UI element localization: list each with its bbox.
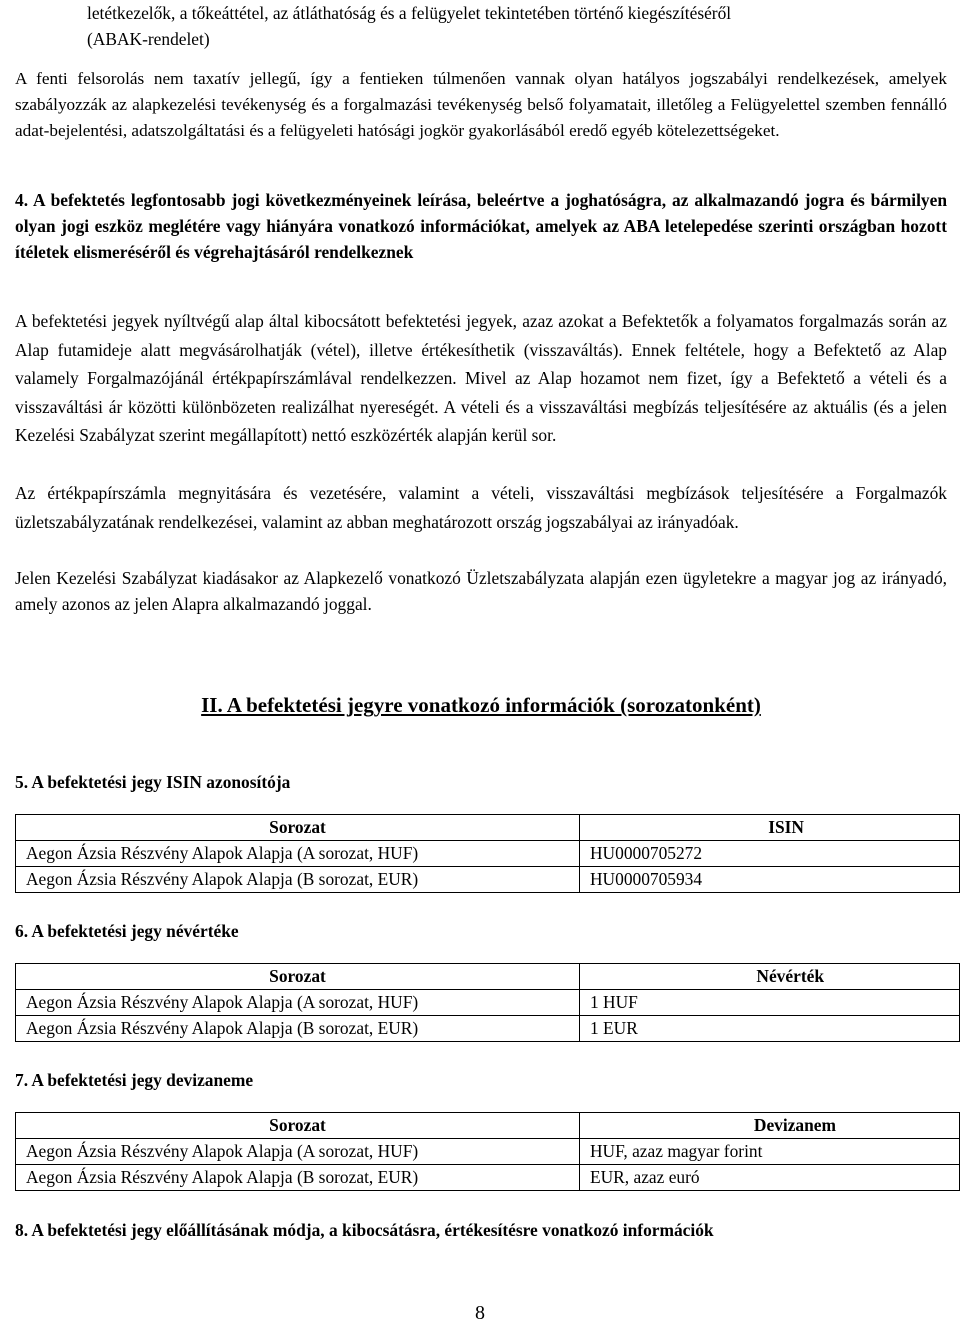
table-header-row — [16, 1113, 960, 1139]
column-header-isin: ISIN — [580, 815, 960, 841]
table-row — [16, 1139, 960, 1165]
section-4-heading: 4. A befektetés legfontosabb jogi következményeinek leírása, beleértve a joghatóságra, az alkalmazandó jogra és bármilyen olyan jogi eszköz meglétére vagy hiányára vonatkozó információkat, amelyek az ABA letelepedése szerinti országban hozott ítéletek elismeréséről és végrehajtásáról rendelkeznek — [15, 190, 947, 262]
table-row — [16, 841, 960, 867]
part-2-title: II. A befektetési jegyre vonatkozó információk (sorozatonként) — [201, 693, 761, 717]
table-header-row — [16, 815, 960, 841]
series-cell: Aegon Ázsia Részvény Alapok Alapja (B sorozat, EUR) — [16, 1016, 580, 1042]
column-header-series: Sorozat — [16, 815, 580, 841]
table-row — [16, 867, 960, 893]
currency-cell: HUF, azaz magyar forint — [580, 1139, 960, 1165]
table-row — [16, 1016, 960, 1042]
column-header-currency: Devizanem — [580, 1113, 960, 1139]
nominal-value-table — [15, 963, 960, 1042]
regulation-reference-line2: (ABAK-rendelet) — [87, 29, 210, 49]
table-row — [16, 990, 960, 1016]
isin-cell: HU0000705272 — [580, 841, 960, 867]
section-4-paragraph-purchase-redemption: A befektetési jegyek nyíltvégű alap által kibocsátott befektetési jegyek, azaz azokat a Befektetők a folyamatos forgalmazás során az Alap futamideje alatt megvásárolhatják (vétel), illetve értékesíthetik (visszaváltás). Ennek feltétele, hogy a Befektető az Alap valamely Forgalmazójánál értékpapírszámlával rendelkezzen. Mivel az Alap hozamot nem fizet, így a Befektető a vételi és a visszaváltási ár közötti különbözeten realizálhat nyereségét. A vételi és a visszaváltási megbízás teljesítésére az aktuális (és a jelen Kezelési Szabályzat szerint megállapított) nettó eszközérték alapján kerül sor. — [15, 311, 947, 445]
section-8-heading: 8. A befektetési jegy előállításának módja, a kibocsátásra, értékesítésre vonatkozó információk — [15, 1220, 714, 1240]
series-cell: Aegon Ázsia Részvény Alapok Alapja (A sorozat, HUF) — [16, 841, 580, 867]
series-cell: Aegon Ázsia Részvény Alapok Alapja (B sorozat, EUR) — [16, 1165, 580, 1191]
section-5-heading: 5. A befektetési jegy ISIN azonosítója — [15, 772, 291, 792]
column-header-nominal-value: Névérték — [580, 964, 960, 990]
section-4-paragraph-securities-account: Az értékpapírszámla megnyitására és vezetésére, valamint a vételi, visszaváltási megbízások teljesítésére a Forgalmazók üzletszabályzatának rendelkezései, valamint az abban meghatározott ország jogszabályai az irányadóak. — [15, 483, 947, 532]
series-cell: Aegon Ázsia Részvény Alapok Alapja (A sorozat, HUF) — [16, 990, 580, 1016]
series-cell: Aegon Ázsia Részvény Alapok Alapja (B sorozat, EUR) — [16, 867, 580, 893]
section-4-paragraph-applicable-law: Jelen Kezelési Szabályzat kiadásakor az Alapkezelő vonatkozó Üzletszabályzata alapján ezen ügyletekre a magyar jog az irányadó, amely azonos az jelen Alapra alkalmazandó joggal. — [15, 568, 947, 614]
section-6-heading: 6. A befektetési jegy névértéke — [15, 921, 239, 941]
currency-table — [15, 1112, 960, 1191]
isin-cell: HU0000705934 — [580, 867, 960, 893]
nominal-value-cell: 1 EUR — [580, 1016, 960, 1042]
table-header-row — [16, 964, 960, 990]
section-7-heading: 7. A befektetési jegy devizaneme — [15, 1070, 254, 1090]
nominal-value-cell: 1 HUF — [580, 990, 960, 1016]
regulation-reference-fragment — [87, 0, 947, 52]
column-header-series: Sorozat — [16, 964, 580, 990]
table-row — [16, 1165, 960, 1191]
currency-cell: EUR, azaz euró — [580, 1165, 960, 1191]
column-header-series: Sorozat — [16, 1113, 580, 1139]
regulation-reference-line1: letétkezelők, a tőkeáttétel, az átláthatóság és a felügyelet tekintetében történő kiegészítéséről — [87, 3, 732, 23]
non-exhaustive-list-note: A fenti felsorolás nem taxatív jellegű, így a fentieken túlmenően vannak olyan hatályos jogszabályi rendelkezések, amelyek szabályozzák az alapkezelési tevékenység és a forgalmazási tevékenység belső folyamatait, illetőleg a Felügyelettel szemben fennálló adat-bejelentési, adatszolgáltatási és a felügyeleti hatósági jogkör gyakorlásából eredő egyéb kötelezettségeket. — [15, 69, 947, 140]
series-cell: Aegon Ázsia Részvény Alapok Alapja (A sorozat, HUF) — [16, 1139, 580, 1165]
page-number: 8 — [475, 1302, 485, 1324]
isin-table — [15, 814, 960, 893]
